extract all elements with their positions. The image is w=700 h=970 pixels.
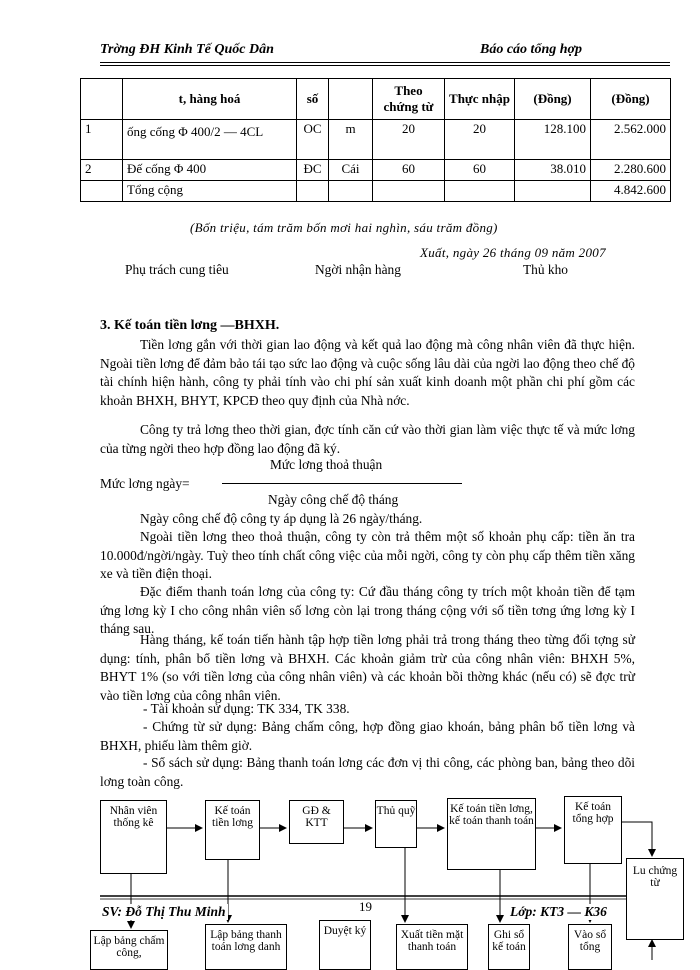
bullet-documents: - Chứng từ sử dụng: Bảng chấm công, hợp đồng giao khoán, bảng phân bổ tiền lơng và BHXH, phiếu làm thêm giờ. (100, 719, 635, 753)
flow-box-statistician: Nhân viên thống kê (100, 800, 167, 874)
flow-box-general-ledger: Vào sổ tổng (568, 924, 612, 970)
cell-unit: m (329, 120, 373, 160)
flow-box-payroll-sheet: Lập bảng thanh toán lơng danh (205, 924, 287, 970)
signature-receiver: Ngời nhận hàng (315, 262, 401, 277)
col-header: t, hàng hoá (123, 79, 297, 120)
flow-box-timesheet: Lập bảng chấm công, (90, 930, 168, 970)
cell-amount: 2.280.600 (591, 160, 671, 181)
col-header: Thực nhập (445, 79, 515, 120)
formula-numerator: Mức lơng thoả thuận (270, 457, 383, 472)
date-line: Xuất, ngày 26 tháng 09 năm 2007 (420, 245, 606, 260)
col-header: (Đồng) (591, 79, 671, 120)
formula-denominator: Ngày công chế độ tháng (268, 492, 399, 507)
flow-box-cashier: Thủ quỹ (375, 800, 417, 848)
paragraph-5: Đặc điểm thanh toán lơng của công ty: Cứ đầu tháng công ty trích một khoản tiền để tạm ứng lơng kỳ I cho công nhân viên số lơng còn lại trong tháng cộng với số tiền tơng ứng lơng kỳ I tháng sau. (100, 584, 635, 636)
cell-doc-qty: 60 (373, 160, 445, 181)
paragraph-3: Ngày công chế độ công ty áp dụng là 26 ngày/tháng. (140, 511, 423, 526)
formula-label: Mức lơng ngày= (100, 476, 190, 491)
total-amount: 4.842.600 (591, 181, 671, 202)
col-header: Theo chứng từ (373, 79, 445, 120)
flow-box-archive: Lu chứng từ (626, 858, 684, 940)
header-report-title: Báo cáo tổng hợp (480, 42, 583, 57)
cell-code: OC (297, 120, 329, 160)
flow-box-cash-out: Xuất tiền mặt thanh toán (396, 924, 468, 970)
cell-name: ống cống Φ 400/2 — 4CL (123, 120, 297, 160)
footer-class: Lớp: KT3 — K36 (510, 904, 607, 919)
cell-actual-qty: 20 (445, 120, 515, 160)
flow-box-approve: Duyệt ký (319, 920, 371, 970)
cell-name: Đế cống Φ 400 (123, 160, 297, 181)
flow-box-payroll-accountant: Kế toán tiền lơng (205, 800, 260, 860)
flow-box-director: GĐ & KTT (289, 800, 344, 844)
col-header: số (297, 79, 329, 120)
cell-actual-qty: 60 (445, 160, 515, 181)
cell-stt: 1 (81, 120, 123, 160)
flow-box-ledger: Ghi sổ kế toán (488, 924, 530, 970)
flow-box-general-accountant: Kế toán tổng hợp (564, 796, 622, 864)
cell-unit: Cái (329, 160, 373, 181)
paragraph-4: Ngoài tiền lơng theo thoả thuận, công ty còn trả thêm một số khoản phụ cấp: tiền ăn tra 10.000đ/ngời/ngày. Tuỳ theo tính chất công việc của mỗi ngời, công ty còn phụ cấp thêm tiền xăng xe và tiền điện thoại. (100, 529, 635, 581)
cell-price: 128.100 (515, 120, 591, 160)
signature-supply: Phụ trách cung tiêu (125, 262, 229, 277)
section-title: 3. Kế toán tiền lơng —BHXH. (100, 318, 280, 333)
footer-student: SV: Đỗ Thị Thu Minh (102, 904, 226, 919)
arrow-6-7 (622, 822, 652, 856)
header-school: Trờng ĐH Kinh Tế Quốc Dân (100, 42, 274, 57)
paragraph-6: Hàng tháng, kế toán tiến hành tập hợp tiền lơng phải trả trong tháng theo từng đối tợng sử dụng: tính, phân bổ tiền lơng và BHXH. Các khoản giảm trừ của công nhân viên: BHXH 5%, BHYT 1% (so với tiền lơng của công nhân viên) và các khoản bồi thờng khác (nếu có) sẽ đợc trừ vào tiền lơng của công nhân viên. (100, 632, 635, 703)
paragraph-1: Tiền lơng gắn với thời gian lao động và kết quả lao động mà công nhân viên đã thực hiện. Ngoài tiền lơng để đảm bảo tái tạo sức lao động và cuộc sống lâu dài của ngời lao động theo chế độ tài chính hiện hành, công ty phải tính vào chi phí sản xuất kinh doanh một phần chi phí gồm các khoản BHXH, BHYT, KPCĐ theo quy định của Nhà nớc. (100, 337, 635, 408)
cell-doc-qty: 20 (373, 120, 445, 160)
amount-in-words: (Bốn triệu, tám trăm bốn mơi hai nghìn, sáu trăm đồng) (190, 220, 498, 235)
footer-page-number: 19 (359, 899, 372, 914)
cell-price: 38.010 (515, 160, 591, 181)
cell-stt: 2 (81, 160, 123, 181)
bullet-accounts: - Tài khoản sử dụng: TK 334, TK 338. (143, 701, 350, 716)
cell-amount: 2.562.000 (591, 120, 671, 160)
bullet-books: - Sổ sách sử dụng: Bảng thanh toán lơng các đơn vị thi công, các phòng ban, bảng theo dõi lơng toàn công. (100, 755, 635, 789)
signature-storekeeper: Thủ kho (523, 262, 569, 277)
total-label: Tổng cộng (123, 181, 297, 202)
flow-box-payment-accountant: Kế toán tiền lơng, kế toán thanh toán (447, 798, 536, 870)
cell-code: ĐC (297, 160, 329, 181)
col-header: (Đồng) (515, 79, 591, 120)
paragraph-2: Công ty trả lơng theo thời gian, đợc tính căn cứ vào thời gian làm việc thực tế và mức lơng của từng ngời theo hợp đồng lao động đã ký. (100, 422, 635, 456)
